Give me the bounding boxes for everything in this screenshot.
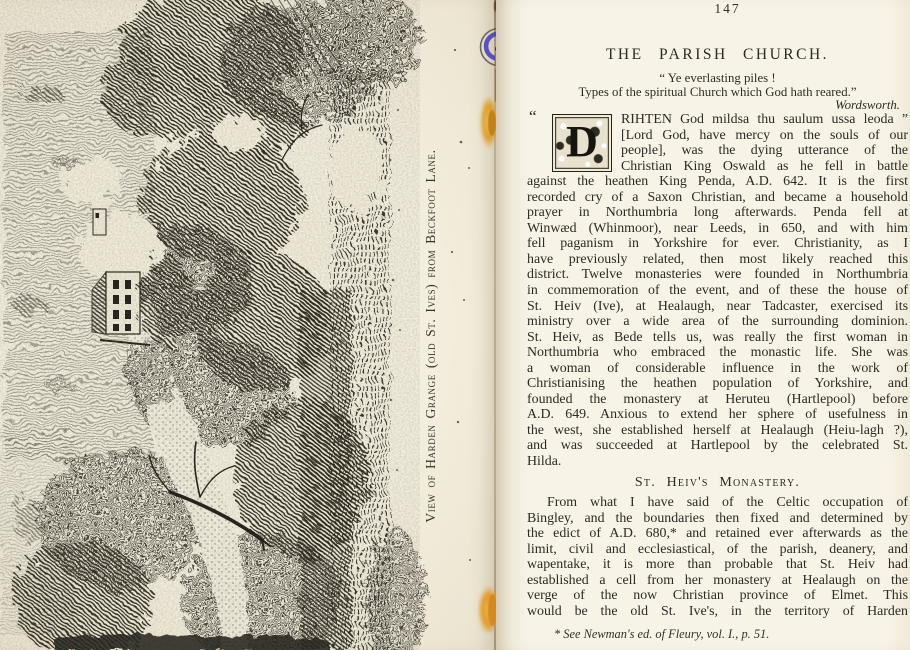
right-page xyxy=(496,0,910,650)
text-line: A.D. 649. Anxious to extend her sphere of usefulness in xyxy=(527,407,908,423)
text-line: recorded cry of a Saxon Christian, and became a household xyxy=(527,189,908,205)
text-line: district. Twelve monasteries were founded in Northumbria xyxy=(527,267,908,283)
paragraph-last-line: Hilda. xyxy=(527,454,562,470)
footnote: * See Newman's ed. of Fleury, vol. I., p. 51. xyxy=(554,626,770,641)
text-line: have previously related, then most likely reached this xyxy=(527,251,908,267)
text-line: St. Heiv (Ive), at Healaugh, near Tadcaster, exercised its xyxy=(527,298,908,314)
text-line: [Lord God, have mercy on the souls of our xyxy=(621,127,908,143)
ornate-drop-cap: D xyxy=(552,114,612,172)
page-number: 147 xyxy=(714,1,741,16)
text-line: Northumbria who embraced the monastic life. She was xyxy=(527,345,908,361)
text-line: established a cell from her monastery at Healaugh on the xyxy=(527,572,908,588)
text-line: in commemoration of the event, and of these the house of xyxy=(527,283,908,299)
plate-caption: View of Harden Grange (old St. Ives) from Beckfoot Lane. xyxy=(423,149,438,523)
text-line: founded the monastery at Heruteu (Hartlepool) before xyxy=(527,391,908,407)
text-line: prayer in Northumbria long afterwards. Penda fell at xyxy=(527,205,908,221)
epigraph xyxy=(527,72,908,113)
text-line: the edict of A.D. 680,* and retained ever afterwards as the xyxy=(527,526,908,542)
text-line: verge of the now Christian province of Elmet. This xyxy=(527,588,908,604)
text-line: the west, she established herself at Healaugh (Heiu-lagh ?), xyxy=(527,422,908,438)
text-line: From what I have said of the Celtic occupation of xyxy=(547,495,908,511)
epigraph-attribution: Wordsworth. xyxy=(835,98,900,113)
epigraph-line: Types of the spiritual Church which God hath reared.” xyxy=(578,84,857,99)
text-line: people], was the dying utterance of the xyxy=(621,143,908,159)
opening-quote-mark: “ xyxy=(529,107,536,126)
section-heading: St. Heiv's Monastery. xyxy=(634,474,801,490)
text-line: RIHTEN God mildsa thu saulum ussa leoda ” xyxy=(621,112,908,127)
text-line: and was succeeded at Hartlepool by the celebrated St. xyxy=(527,438,908,454)
text-line: Bingley, and the boundaries then fixed and determined by xyxy=(527,510,908,526)
text-column xyxy=(527,0,908,650)
paragraph-lines xyxy=(527,174,908,454)
paragraph xyxy=(527,107,908,470)
text-line: fell paganism in Yorkshire for ever. Christianity, as I xyxy=(527,236,908,252)
foxing-stain-top-core xyxy=(488,110,496,136)
text-line: ministry over a wide area of the surrounding dominion. xyxy=(527,314,908,330)
text-line: against the heathen King Penda, A.D. 642. It is the first xyxy=(527,174,908,190)
grain-overlay xyxy=(0,0,420,650)
text-line: Winwæd (Whinmoor), near Leeds, in 650, and with him xyxy=(527,220,908,236)
paragraph xyxy=(527,495,908,619)
text-line: wapentake, it is more than probable that St. Heiv had xyxy=(527,557,908,573)
epigraph-line: “ Ye everlasting piles ! xyxy=(659,71,776,85)
text-line: Christian King Oswald as he fell in battle xyxy=(621,158,908,174)
chapter-title: THE PARISH CHURCH. xyxy=(605,46,830,63)
text-line: would be the old St. Ive's, in the territory of Harden xyxy=(527,603,908,619)
text-line: limit, civil and ecclesiastical, of the parish, deanery, and xyxy=(527,541,908,557)
text-line: Christianising the heathen population of Yorkshire, and xyxy=(527,376,908,392)
text-line: a woman of considerable influence in the work of xyxy=(527,360,908,376)
body-text xyxy=(527,107,908,642)
text-line: St. Heiv, as Bede tells us, was really the first woman in xyxy=(527,329,908,345)
